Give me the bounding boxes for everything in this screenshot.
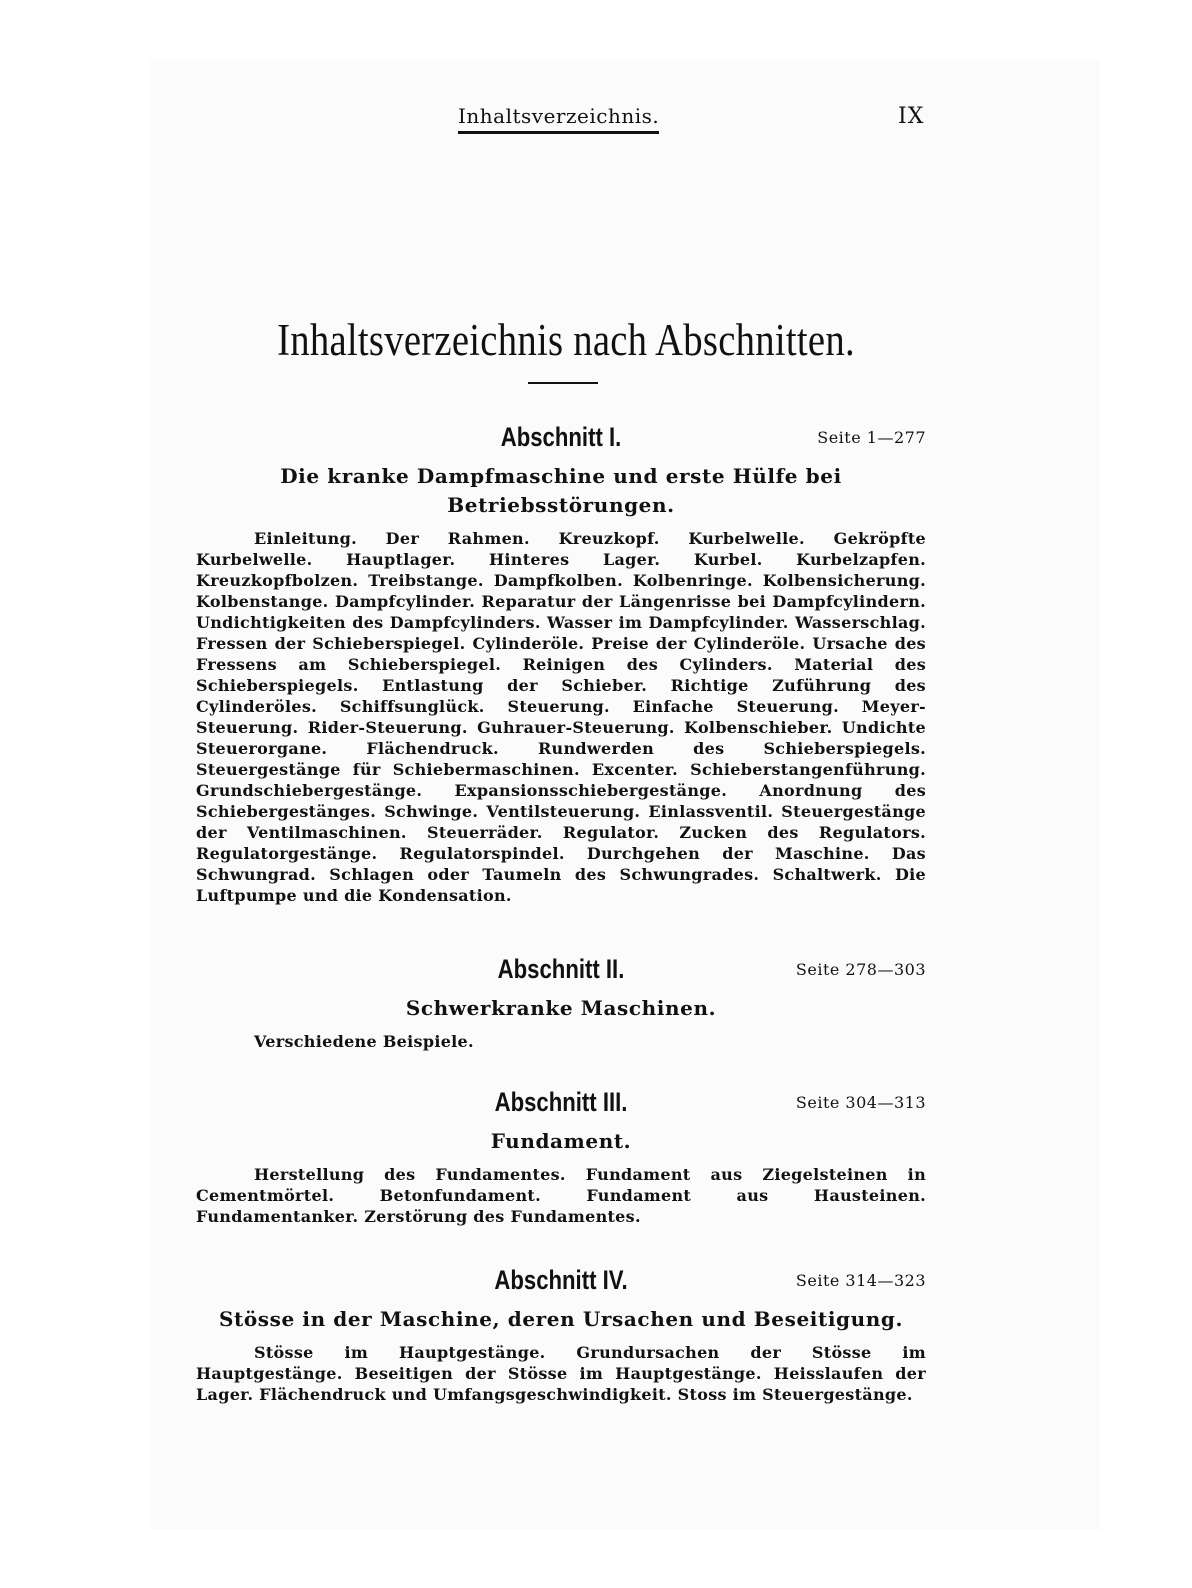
- section-subtitle: Schwerkranke Maschinen.: [405, 996, 717, 1020]
- section-header: [196, 420, 926, 460]
- section-contents: Verschiedene Beispiele.: [254, 1032, 474, 1051]
- section-page-range: Seite 304—313: [795, 1093, 926, 1112]
- section-3: [196, 1085, 926, 1227]
- running-head-title: Inhaltsverzeichnis.: [458, 104, 659, 134]
- section-contents: Stösse im Hauptgestänge. Grundursachen der Stösse im Hauptgestänge. Beseitigen der Stösse im Hauptgestänge. Heisslaufen der Lager. Flächendruck und Umfangsgeschwindigkeit. Stoss im Steuergestänge.: [196, 1343, 926, 1404]
- section-header: [196, 1263, 926, 1303]
- section-contents: Herstellung des Fundamentes. Fundament aus Ziegelsteinen in Cementmörtel. Betonfundament. Fundament aus Hausteinen. Fundamentanker. Zerstörung des Fundamentes.: [196, 1165, 926, 1226]
- section-heading: Abschnitt I.: [500, 422, 622, 452]
- section-heading: Abschnitt II.: [497, 954, 625, 984]
- page-number: IX: [898, 104, 925, 129]
- section-contents: Einleitung. Der Rahmen. Kreuzkopf. Kurbelwelle. Gekröpfte Kurbelwelle. Hauptlager. Hinteres Lager. Kurbel. Kurbelzapfen. Kreuzkopfbolzen. Treibstange. Dampfkolben. Kolbenringe. Kolbensicherung. Kolbenstange. Dampfcylinder. Reparatur der Längenrisse bei Dampfcylindern. Undichtigkeiten des Dampfcylinders. Wasser im Dampfcylinder. Wasserschlag. Fressen der Schieberspiegel. Cylinderöle. Preise der Cylinderöle. Ursache des Fressens am Schieberspiegel. Reinigen des Cylinders. Material des Schieberspiegels. Entlastung der Schieber. Richtige Zuführung des Cylinderöles. Schiffsunglück. Steuerung. Einfache Steuerung. Meyer-Steuerung. Rider-Steuerung. Guhrauer-Steuerung. Kolbenschieber. Undichte Steuerorgane. Flächendruck. Rundwerden des Schieberspiegels. Steuergestänge für Schiebermaschinen. Excenter. Schieberstangenführung. Grundschiebergestänge. Expansionsschiebergestänge. Anordnung des Schiebergestänges. Schwinge. Ventilsteuerung. Einlassventil. Steuergestänge der Ventilmaschinen. Steuerräder. Regulator. Zucken des Regulators. Regulatorgestänge. Regulatorspindel. Durchgehen der Maschine. Das Schwungrad. Schlagen oder Taumeln des Schwungrades. Schaltwerk. Die Luftpumpe und die Kondensation.: [196, 529, 926, 905]
- section-header: [196, 952, 926, 992]
- section-page-range: Seite 278—303: [795, 960, 926, 979]
- section-heading: Abschnitt IV.: [494, 1265, 628, 1295]
- page-title: Inhaltsverzeichnis nach Abschnitten.: [277, 315, 855, 365]
- section-2: [196, 952, 926, 1052]
- section-subtitle: Die kranke Dampfmaschine und erste Hülfe bei Betriebsstörungen.: [280, 464, 842, 517]
- section-subtitle: Stösse in der Maschine, deren Ursachen und Beseitigung.: [218, 1307, 904, 1331]
- section-heading: Abschnitt III.: [494, 1087, 628, 1117]
- section-page-range: Seite 1—277: [817, 428, 926, 447]
- title-divider: [528, 382, 598, 384]
- section-page-range: Seite 314—323: [795, 1271, 926, 1290]
- section-subtitle: Fundament.: [490, 1129, 632, 1153]
- section-4: [196, 1263, 926, 1405]
- section-1: [196, 420, 926, 906]
- section-header: [196, 1085, 926, 1125]
